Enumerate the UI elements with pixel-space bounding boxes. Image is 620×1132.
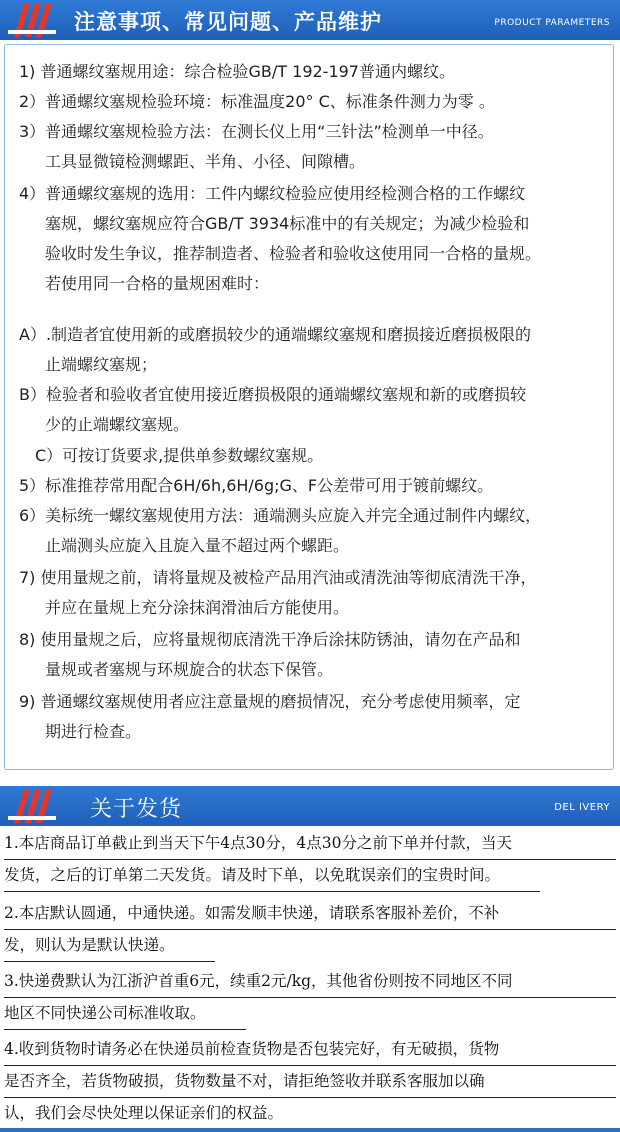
stripe-logo-icon — [8, 3, 56, 37]
delivery-item — [4, 1034, 616, 1130]
stripe-logo-icon — [8, 789, 56, 823]
note-line: C）可按订货要求,提供单参数螺纹塞规。 — [35, 446, 324, 465]
note-item — [19, 117, 609, 177]
section-subtitle-en: PRODUCT PARAMETERS — [494, 18, 610, 28]
note-line: 7) 使用量规之前，请将量规及被检产品用汽油或清洗油等彻底清洗干净， — [19, 568, 537, 587]
delivery-list — [0, 828, 620, 1128]
note-line: 期进行检查。 — [45, 722, 142, 741]
note-line: 少的止端螺纹塞规。 — [45, 415, 190, 434]
note-item — [19, 501, 609, 561]
bottom-divider — [0, 1128, 620, 1132]
delivery-line: 地区不同快递公司标准收取。 — [4, 998, 246, 1030]
delivery-line: 是否齐全，若货物破损，货物数量不对，请拒绝签收并联系客服加以确 — [4, 1066, 616, 1098]
note-line: 止端螺纹塞规； — [45, 355, 158, 374]
note-item — [19, 471, 609, 501]
note-item — [19, 320, 609, 380]
note-line: 8) 使用量规之后，应将量规彻底清洗干净后涂抹防锈油，请勿在产品和 — [19, 630, 521, 649]
delivery-item — [4, 966, 616, 1030]
note-line: 3）普通螺纹塞规检验方法：在测长仪上用“三针法”检测单一中径。 — [19, 122, 494, 141]
section-subtitle-en: DEL IVERY — [554, 802, 610, 813]
delivery-line: 3.快递费默认为江浙沪首重6元，续重2元/kg，其他省份则按不同地区不同 — [4, 966, 616, 998]
note-line: 6）美标统一螺纹塞规使用方法：通端测头应旋入并完全通过制件内螺纹， — [19, 506, 542, 525]
note-item — [35, 441, 620, 471]
note-line: 1) 普通螺纹塞规用途：综合检验GB/T 192-197普通内螺纹。 — [19, 62, 455, 81]
section-header-product-notes — [0, 0, 620, 40]
note-line: 并应在量规上充分涂抹润滑油后方能使用。 — [45, 598, 350, 617]
delivery-line: 发，则认为是默认快递。 — [4, 930, 215, 962]
note-line: 4）普通螺纹塞规的选用：工件内螺纹检验应使用经检测合格的工作螺纹 — [19, 184, 526, 203]
note-line: 5）标准推荐常用配合6H/6h,6H/6g;G、F公差带可用于镀前螺纹。 — [19, 476, 494, 495]
note-item — [19, 87, 609, 117]
note-item — [19, 563, 609, 623]
note-line: 验收时发生争议，推荐制造者、检验者和验收这使用同一合格的量规。 — [45, 244, 542, 263]
note-item — [19, 687, 609, 747]
note-line: 塞规，螺纹塞规应符合GB/T 3934标准中的有关规定；为减少检验和 — [45, 214, 530, 233]
delivery-line: 1.本店商品订单截止到当天下午4点30分，4点30分之前下单并付款，当天 — [4, 828, 616, 860]
delivery-line: 2.本店默认圆通，中通快递。如需发顺丰快递，请联系客服补差价，不补 — [4, 898, 616, 930]
note-line: 2）普通螺纹塞规检验环境：标准温度20° C、标准条件测力为零 。 — [19, 92, 495, 111]
note-line: 若使用同一合格的量规困难时： — [45, 274, 270, 293]
section-title: 注意事项、常见问题、产品维护 — [74, 10, 382, 34]
note-line: 止端测头应旋入且旋入量不超过两个螺距。 — [45, 536, 350, 555]
note-line: B）检验者和验收者宜使用接近磨损极限的通端螺纹塞规和新的或磨损较 — [19, 385, 526, 404]
delivery-line: 认，我们会尽快处理以保证亲们的权益。 — [4, 1098, 323, 1130]
delivery-line: 发货，之后的订单第二天发货。请及时下单，以免耽误亲们的宝贵时间。 — [4, 860, 540, 892]
note-line: 量规或者塞规与环规旋合的状态下保管。 — [45, 660, 334, 679]
note-item — [19, 625, 609, 685]
note-item — [19, 380, 609, 440]
note-item — [19, 57, 609, 87]
note-item — [19, 179, 609, 299]
note-line: 工具显微镜检测螺距、半角、小径、间隙槽。 — [45, 152, 366, 171]
section-title: 关于发货 — [90, 797, 183, 822]
delivery-item — [4, 898, 616, 962]
delivery-line: 4.收到货物时请务必在快递员前检查货物是否包装完好，有无破损，货物 — [4, 1034, 616, 1066]
note-line: A）.制造者宜使用新的或磨损较少的通端螺纹塞规和磨损接近磨损极限的 — [19, 325, 532, 344]
notes-panel — [4, 44, 614, 770]
note-line: 9) 普通螺纹塞规使用者应注意量规的磨损情况，充分考虑使用频率，定 — [19, 692, 521, 711]
section-header-delivery — [0, 786, 620, 826]
delivery-item — [4, 828, 616, 892]
